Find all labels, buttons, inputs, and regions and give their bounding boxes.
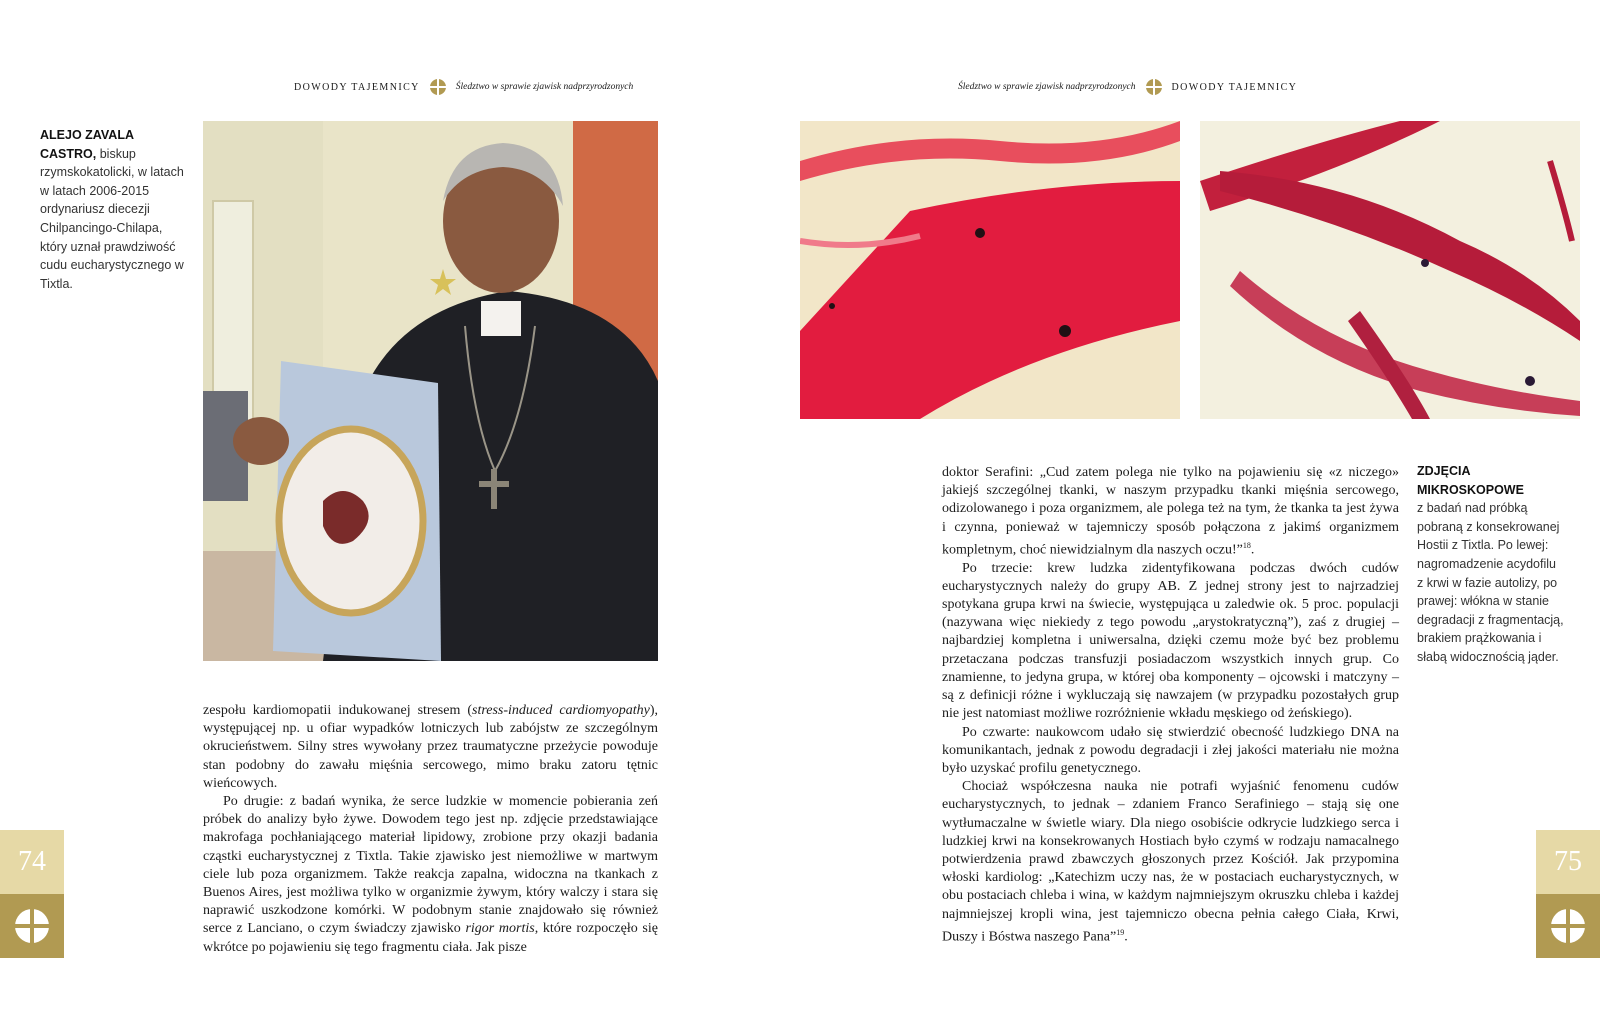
series-title: DOWODY TAJEMNICY — [294, 81, 420, 93]
page-number: 74 — [0, 830, 64, 894]
series-title: DOWODY TAJEMNICY — [1171, 81, 1298, 93]
microscopy-image-left — [800, 121, 1180, 419]
bishop-caption — [40, 126, 188, 293]
running-head-left — [294, 78, 633, 96]
paragraph: Chociaż współczesna nauka nie potrafi wyjaśnić fenomenu cudów eucharystycznych, to jednak – zdaniem Franco Serafiniego – stają się one wytłumaczalne w świetle wiary. Dla niego osobiście odkrycie ludzkiego serca i ludzkiej krwi na konsekrowanych Hostiach było czymś w rodzaju namacalnego potwierdzenia prawd zbawczych głoszonych przez Kościół. Jak przypomina włoski kardiolog: „Katechizm uczy nas, że w postaciach eucharystycznych, w obu postaciach chleba i wina, w każdym najmniejszym okruszku chleba i każdej najmniejszej kropli wina, jest tajemniczo obecna pełnia całego Ciała, Krwi, Duszy i Bóstwa naszego Pana”$^{19}$. — [942, 779, 1399, 945]
paragraph: Po trzecie: krew ludzka zidentyfikowana podczas dwóch cudów eucharystycznych należy do grupy AB. Z jednej strony jest to najrzadziej spotykana grupa krwi na świecie, występująca u zaledwie ok. 5 proc. populacji (nazywana więc niekiedy z tego powodu „arystokratyczną”), zaś z drugiej – najbardziej kompletna i uniwersalna, dzięki czemu może być bez problemu przetaczana podczas transfuzji posiadaczom wszystkich innych grup. Co znamienne, to jedyna grupa, w której oba komponenty – ojcowski i matczyny – są z definicji różne i wykluczają się nawzajem (w przypadku pozostałych grup nie jest natomiast możliwe rozróżnienie wkładu męskiego od żeńskiego). — [942, 560, 1399, 722]
right-body-text — [942, 464, 1399, 947]
bishop-photo-illustration — [203, 121, 658, 661]
caption-text: biskup rzymskokatolicki, w latach w latach 2006-2015 ordynariusz diecezji Chilpancingo-Chilapa, który uznał prawdziwość cudu eucharystycznego w Tixtla. — [40, 146, 184, 291]
running-head-right — [958, 78, 1297, 96]
page-number: 75 — [1536, 830, 1600, 894]
page-tab-right — [1536, 830, 1600, 958]
cross-icon — [1551, 909, 1585, 943]
paragraph: Po drugie: z badań wynika, że serce ludzkie w momencie pobierania zeń próbek do analizy było żywe. Dowodem tego jest np. zdjęcie przedstawiające makrofaga pochłaniającego materiał lipidowy, zrobione przy okazji badania cząstki eucharystycznej z Tixtla. Takie zjawisko jest niemożliwe w martwym ciele lub poza organizmem. Także reakcja zapalna, widoczna na tkankach z Buenos Aires, jest możliwa tylko w organizmie żywym, który walczy i stara się naprawić uszkodzone komórki. W podobnym stanie znajdowało się również serce z Lanciano, o czym świadczy zjawisko rigor mortis, które rozpoczęło się wkrótce po pojawieniu się tego fragmentu ciała. Jak pisze — [203, 794, 658, 955]
series-subtitle: Śledztwo w sprawie zjawisk nadprzyrodzonych — [958, 82, 1136, 92]
paragraph: zespołu kardiomopatii indukowanej stresem (stress-induced cardiomyopathy), występującej np. u ofiar wypadków lotniczych lub zabójstw ze szczególnym okrucieństwem. Silny stres wywołany przez traumatyczne przeżycie powoduje stan podobny do zawału mięśnia sercowego, mimo braku zatoru tętnic wieńcowych. — [203, 703, 658, 791]
microscopy-image-right — [1200, 121, 1580, 419]
microscopy-left-illustration — [800, 121, 1180, 419]
cross-icon — [1146, 79, 1162, 95]
paragraph: doktor Serafini: „Cud zatem polega nie tylko na pojawieniu się «z niczego» jakiejś szczególnej tkanki, w naszym przypadku tkanki mięśnia sercowego, odizolowanego i poza organizmem, ale polega też na tym, że tkanka ta jest żywa i czynna, ponieważ w tajemniczy sposób połączona z jakimś organizmem kompletnym, choć niewidzialnym dla naszych oczu!”$^{18}$. — [942, 465, 1399, 558]
microscopy-right-illustration — [1200, 121, 1580, 419]
paragraph: Po czwarte: naukowcom udało się stwierdzić obecność ludzkiego DNA na komunikantach, jednak z powodu degradacji i złej jakości materiału nie można było uzyskać profilu genetycznego. — [942, 724, 1399, 776]
caption-text: z badań nad próbką pobraną z konsekrowanej Hostii z Tixtla. Po lewej: nagromadzenie acydofilu z krwi w fazie autolizy, po prawej: włókna w stanie degradacji z fragmentacją, brakiem prążkowania i słabą widocznością jąder. — [1417, 501, 1564, 664]
left-body-text — [203, 702, 658, 957]
cross-icon — [430, 79, 446, 95]
cross-icon — [15, 909, 49, 943]
series-subtitle: Śledztwo w sprawie zjawisk nadprzyrodzonych — [455, 82, 634, 92]
microscopy-caption — [1417, 462, 1565, 667]
caption-title: ZDJĘCIA MIKROSKOPOWE — [1417, 464, 1524, 497]
bishop-photo — [203, 121, 658, 661]
caption-name: ALEJO ZAVALA CASTRO, — [40, 128, 134, 161]
page-tab-left — [0, 830, 64, 958]
